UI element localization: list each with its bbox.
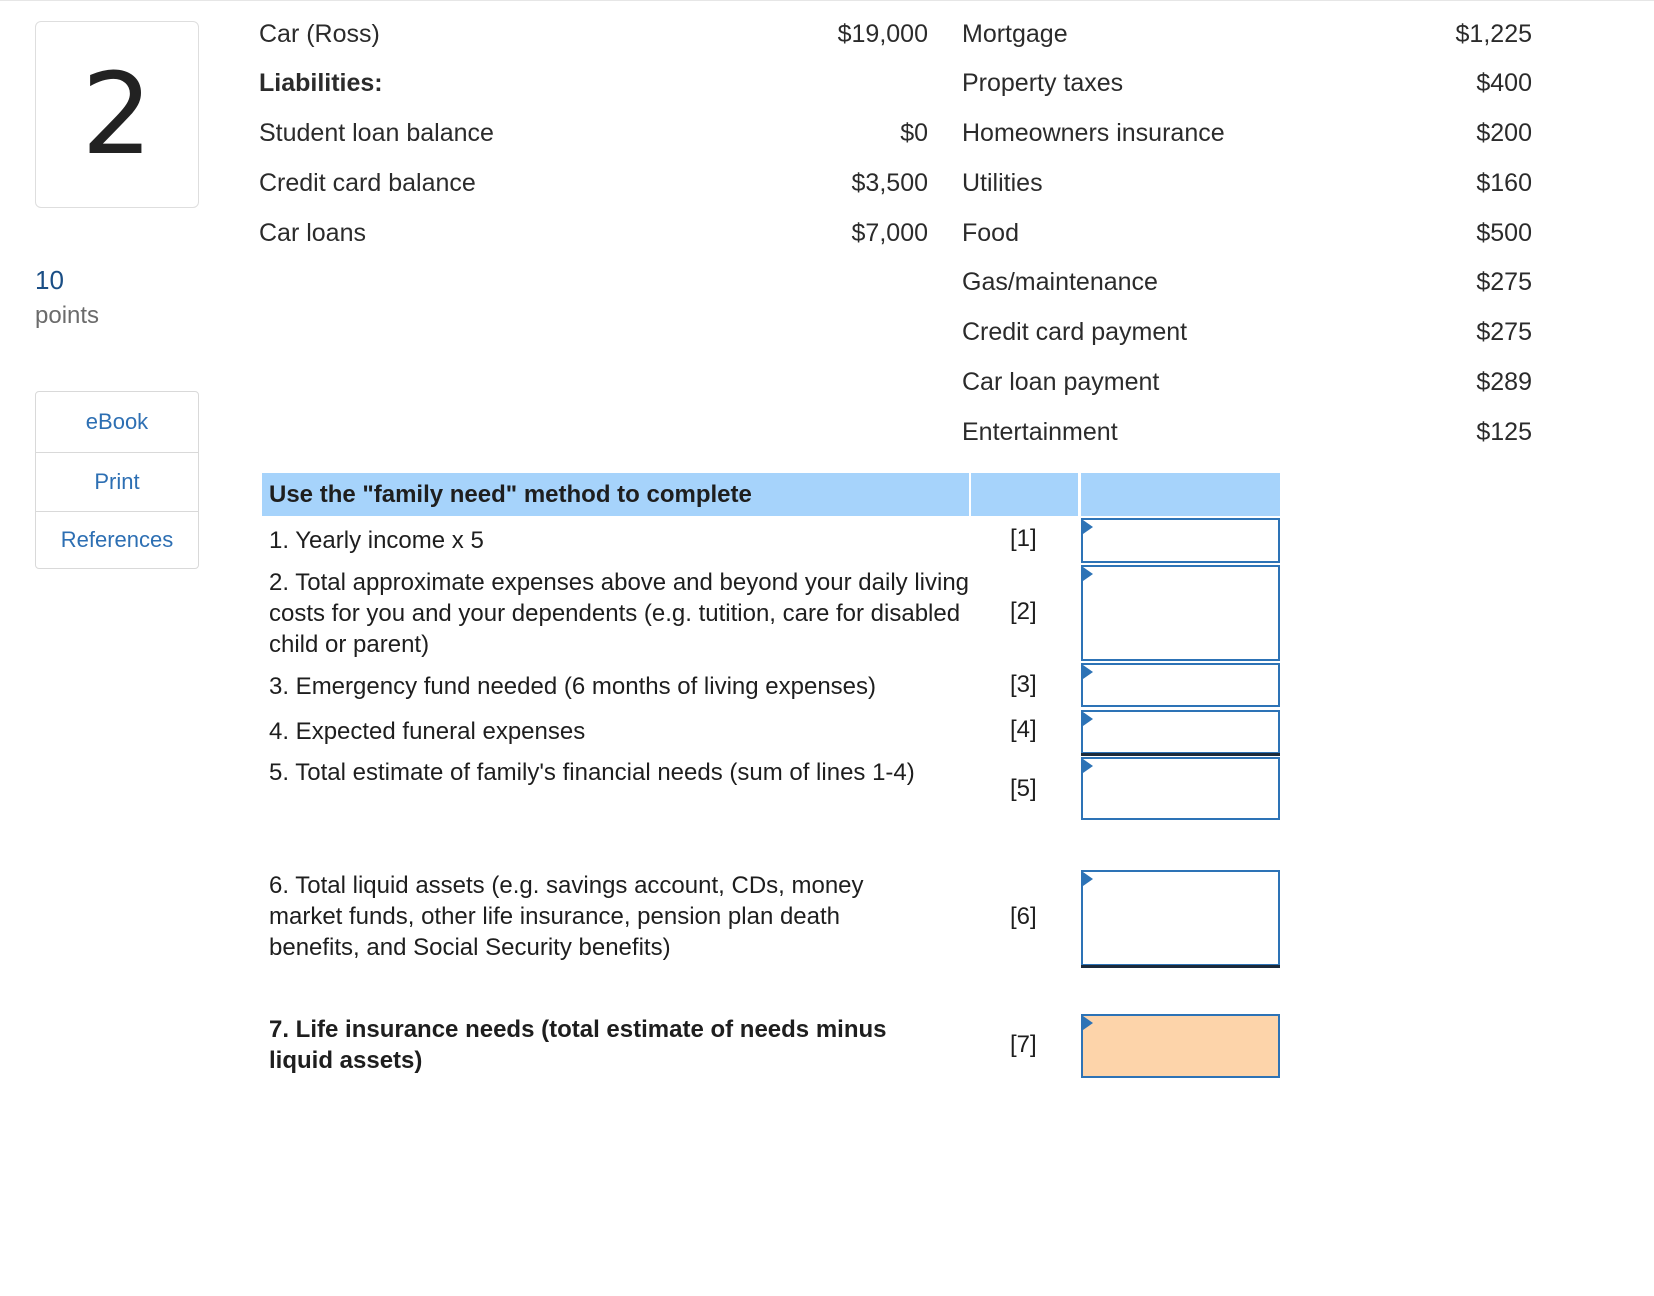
answer-input-7[interactable] <box>1081 1014 1280 1078</box>
expense-label: Car loan payment <box>962 368 1160 396</box>
worksheet-item-ref: [5] <box>1010 775 1037 802</box>
expense-value: $500 <box>1476 219 1532 247</box>
worksheet-header-ref-cell <box>971 473 1078 516</box>
answer-input-1[interactable] <box>1081 518 1280 563</box>
liability-label: Credit card balance <box>259 169 476 197</box>
car-value: $19,000 <box>837 20 928 48</box>
references-link[interactable]: References <box>36 511 198 568</box>
worksheet-item-text: 4. Expected funeral expenses <box>269 718 586 745</box>
points-value: 10 <box>35 265 64 295</box>
points-label: points <box>35 302 100 329</box>
answer-input-2[interactable] <box>1081 565 1280 661</box>
answer-input-3[interactable] <box>1081 663 1280 707</box>
print-link[interactable]: Print <box>36 452 198 511</box>
worksheet-item-ref: [6] <box>1010 903 1037 930</box>
expense-value: $400 <box>1476 69 1532 97</box>
expense-value: $200 <box>1476 119 1532 147</box>
answer-input-4[interactable] <box>1081 710 1280 754</box>
liability-label: Student loan balance <box>259 119 494 147</box>
worksheet-item-text: 5. Total estimate of family's financial needs (sum of lines 1-4) <box>269 759 915 786</box>
expense-label: Credit card payment <box>962 318 1188 346</box>
worksheet-item-ref: [1] <box>1010 525 1037 552</box>
liability-value: $3,500 <box>851 169 928 197</box>
cell-marker-icon <box>1083 567 1093 581</box>
answer-input-5[interactable] <box>1081 757 1280 820</box>
question-tools <box>35 391 199 569</box>
cell-marker-icon <box>1083 1016 1093 1030</box>
expense-value: $125 <box>1476 418 1532 446</box>
worksheet-item-ref: [2] <box>1010 598 1037 625</box>
worksheet-item-text: 3. Emergency fund needed (6 months of living expenses) <box>269 673 877 700</box>
worksheet-item-text: 6. Total liquid assets (e.g. savings account, CDs, money market funds, other life insurance, pension plan death benefits, and Social Security benefits) <box>269 872 864 961</box>
expense-label: Property taxes <box>962 69 1124 97</box>
question-number: 2 <box>81 49 153 180</box>
expense-value: $275 <box>1476 268 1532 296</box>
expense-value: $160 <box>1476 169 1532 197</box>
answer-input-6[interactable] <box>1081 870 1280 966</box>
expense-label: Gas/maintenance <box>962 268 1158 296</box>
worksheet-header-answer-cell <box>1081 473 1280 516</box>
liability-label: Car loans <box>259 219 366 247</box>
worksheet-item-ref: [7] <box>1010 1031 1037 1058</box>
expense-label: Entertainment <box>962 418 1118 446</box>
worksheet-item-text: 1. Yearly income x 5 <box>269 527 484 554</box>
cell-marker-icon <box>1083 665 1093 679</box>
expense-value: $289 <box>1476 368 1532 396</box>
expense-label: Food <box>962 219 1019 247</box>
car-label: Car (Ross) <box>259 20 380 48</box>
liability-value: $7,000 <box>851 219 928 247</box>
expense-label: Mortgage <box>962 20 1068 48</box>
liability-value: $0 <box>900 119 928 147</box>
worksheet-item-ref: [4] <box>1010 716 1037 743</box>
cell-marker-icon <box>1083 520 1093 534</box>
subtotal-underline <box>1081 753 1280 756</box>
ebook-link[interactable]: eBook <box>85 409 149 434</box>
expense-label: Homeowners insurance <box>962 119 1225 147</box>
worksheet-header: Use the "family need" method to complete <box>262 473 969 516</box>
worksheet-item-text: 2. Total approximate expenses above and beyond your daily living costs for you and your dependents (e.g. tutition, care for disabled child or parent) <box>269 569 970 658</box>
liabilities-heading: Liabilities: <box>259 69 383 97</box>
cell-marker-icon <box>1083 712 1093 726</box>
top-border <box>0 0 1654 1</box>
question-number-box <box>35 21 199 208</box>
expense-label: Utilities <box>962 169 1043 197</box>
worksheet-item-ref: [3] <box>1010 671 1037 698</box>
worksheet-item-text: 7. Life insurance needs (total estimate of needs minus liquid assets) <box>269 1016 887 1074</box>
cell-marker-icon <box>1083 759 1093 773</box>
total-underline <box>1081 965 1280 968</box>
expense-value: $275 <box>1476 318 1532 346</box>
expense-value: $1,225 <box>1455 20 1532 48</box>
cell-marker-icon <box>1083 872 1093 886</box>
